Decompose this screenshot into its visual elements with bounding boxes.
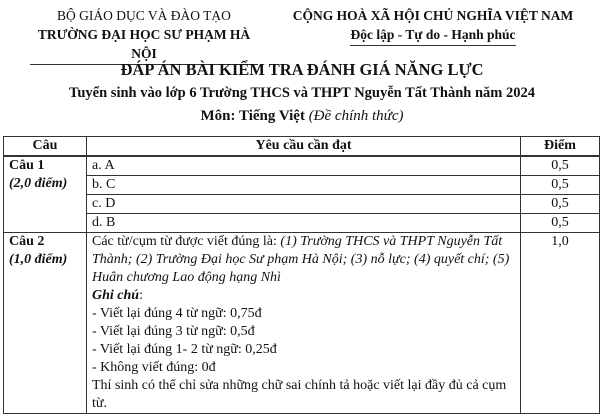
country-name: CỘNG HOÀ XÃ HỘI CHỦ NGHĨA VIỆT NAM — [292, 8, 574, 23]
university-name: TRƯỜNG ĐẠI HỌC SƯ PHẠM HÀ NỘI — [30, 25, 258, 65]
table-row — [4, 214, 600, 233]
subject-note: (Đề chính thức) — [308, 108, 404, 124]
note-label: Ghi chú — [92, 288, 140, 303]
header-right — [268, 6, 598, 46]
score-cell: 0,5 — [521, 195, 600, 214]
document-subtitle: Tuyển sinh vào lớp 6 Trường THCS và THPT Nguyễn Tất Thành năm 2024 — [69, 85, 535, 101]
score-cell: 1,0 — [521, 233, 600, 414]
score-cell: 0,5 — [521, 176, 600, 195]
question-points: (2,0 điểm) — [9, 176, 68, 191]
answer-table — [3, 136, 600, 414]
answer-cell: a. A — [87, 156, 521, 176]
note-item: - Viết lại đúng 4 từ ngữ: 0,75đ — [92, 306, 262, 321]
note-item: - Không viết đúng: 0đ — [92, 360, 216, 375]
header-question: Câu — [4, 137, 87, 157]
answer-cell: Các từ/cụm từ được viết đúng là: (1) Trường THCS và THPT Nguyễn Tất Thành; (2) Trường Đại học Sư phạm Hà Nội; (3) nỗ lực; (4) quyết chí; (5) Huân chương Lao động hạng Nhì Ghi chú: - Viết lại đúng 4 từ ngữ: 0,75đ - Viết lại đúng 3 từ ngữ: 0,5đ - Viết lại đúng 1- 2 từ ngữ: 0,25đ - Không viết đúng: 0đ Thí sinh có thể chỉ sửa những chữ sai chính tả hoặc viết lại đầy đủ cả cụm từ. — [87, 233, 521, 414]
answer-cell: c. D — [87, 195, 521, 214]
document-title: ĐÁP ÁN BÀI KIỂM TRA ĐÁNH GIÁ NĂNG LỰC — [120, 60, 484, 79]
answer-cell: b. C — [87, 176, 521, 195]
score-cell: 0,5 — [521, 214, 600, 233]
answer-list: (1) Trường THCS và THPT Nguyễn Tất Thành; (2) Trường Đại học Sư phạm Hà Nội; (3) nỗ lực; (4) quyết chí; (5) Huân chương Lao động hạng Nhì — [92, 234, 510, 285]
table-header — [4, 137, 600, 157]
header-left — [30, 6, 258, 65]
answer-cell: d. B — [87, 214, 521, 233]
question-points: (1,0 điểm) — [9, 252, 68, 267]
table-row — [4, 195, 600, 214]
subject-label: Môn: Tiếng Việt — [200, 108, 305, 124]
subject-line — [0, 108, 604, 125]
note-item: - Viết lại đúng 3 từ ngữ: 0,5đ — [92, 324, 255, 339]
question-cell — [4, 233, 87, 414]
header-requirement: Yêu cầu cần đạt — [87, 137, 521, 157]
header-score: Điểm — [521, 137, 600, 157]
question-name: Câu 1 — [9, 158, 45, 173]
table-row — [4, 233, 600, 414]
note-item: - Viết lại đúng 1- 2 từ ngữ: 0,25đ — [92, 342, 277, 357]
score-cell: 0,5 — [521, 156, 600, 176]
ministry-name: BỘ GIÁO DỤC VÀ ĐÀO TẠO — [57, 8, 231, 23]
answer-intro: Các từ/cụm từ được viết đúng là: — [92, 234, 281, 249]
note-footer: Thí sinh có thể chỉ sửa những chữ sai chính tả hoặc viết lại đầy đủ cả cụm từ. — [92, 378, 507, 411]
table-row — [4, 176, 600, 195]
motto: Độc lập - Tự do - Hạnh phúc — [350, 25, 515, 46]
question-name: Câu 2 — [9, 234, 45, 249]
question-cell — [4, 156, 87, 233]
table-row — [4, 156, 600, 176]
